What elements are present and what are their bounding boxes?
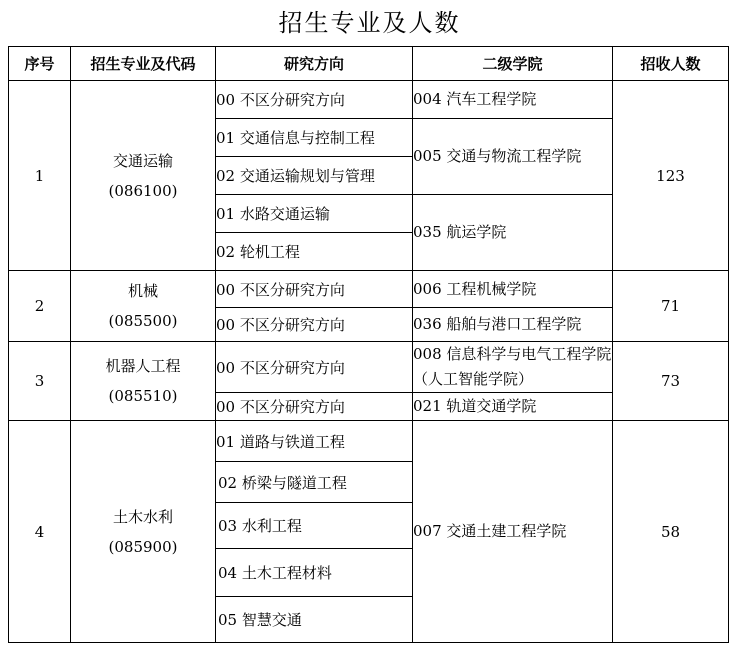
header-college: 二级学院 xyxy=(413,47,613,81)
table-row xyxy=(9,342,729,393)
table-row xyxy=(9,271,729,308)
college-cell: 036 船舶与港口工程学院 xyxy=(413,308,613,342)
row-number: 3 xyxy=(9,342,71,421)
major-name: 交通运输 xyxy=(112,151,173,170)
major-cell xyxy=(71,342,216,421)
direction-cell: 00 不区分研究方向 xyxy=(216,271,413,308)
count-cell: 73 xyxy=(613,342,729,421)
major-name: 机械 xyxy=(127,282,158,300)
major-name: 机器人工程 xyxy=(105,357,181,375)
major-cell xyxy=(71,421,216,643)
major-name: 土木水利 xyxy=(112,507,173,526)
direction-cell: 03 水利工程 xyxy=(216,503,413,549)
major-cell xyxy=(71,81,216,271)
direction-cell: 00 不区分研究方向 xyxy=(216,393,413,421)
major-code: (085510) xyxy=(108,387,178,405)
page-title: 招生专业及人数 xyxy=(278,9,461,37)
row-number: 1 xyxy=(9,81,71,271)
direction-cell: 04 土木工程材料 xyxy=(216,549,413,597)
direction-cell: 01 水路交通运输 xyxy=(216,195,413,233)
major-code: (085900) xyxy=(108,537,178,556)
major-cell xyxy=(71,271,216,342)
header-count: 招收人数 xyxy=(613,47,729,81)
college-cell: 007 交通土建工程学院 xyxy=(413,421,613,643)
count-cell: 58 xyxy=(613,421,729,643)
college-cell: 021 轨道交通学院 xyxy=(413,393,613,421)
direction-cell: 01 交通信息与控制工程 xyxy=(216,119,413,157)
row-number: 2 xyxy=(9,271,71,342)
major-code: (085500) xyxy=(108,312,178,330)
direction-cell: 02 交通运输规划与管理 xyxy=(216,157,413,195)
header-major: 招生专业及代码 xyxy=(71,47,216,81)
table-header-row xyxy=(9,47,729,81)
college-cell: 008 信息科学与电气工程学院（人工智能学院） xyxy=(413,342,613,393)
college-cell: 006 工程机械学院 xyxy=(413,271,613,308)
count-cell: 71 xyxy=(613,271,729,342)
direction-cell: 00 不区分研究方向 xyxy=(216,342,413,393)
table-row xyxy=(9,421,729,462)
major-code: (086100) xyxy=(108,181,178,200)
header-direction: 研究方向 xyxy=(216,47,413,81)
row-number: 4 xyxy=(9,421,71,643)
direction-cell: 02 轮机工程 xyxy=(216,233,413,271)
direction-cell: 00 不区分研究方向 xyxy=(216,308,413,342)
college-cell: 005 交通与物流工程学院 xyxy=(413,119,613,195)
direction-cell: 02 桥梁与隧道工程 xyxy=(216,462,413,503)
college-cell: 035 航运学院 xyxy=(413,195,613,271)
table-row xyxy=(9,81,729,119)
direction-cell: 05 智慧交通 xyxy=(216,597,413,643)
direction-cell: 01 道路与铁道工程 xyxy=(216,421,413,462)
college-cell: 004 汽车工程学院 xyxy=(413,81,613,119)
direction-cell: 00 不区分研究方向 xyxy=(216,81,413,119)
admissions-table xyxy=(8,46,729,643)
count-cell: 123 xyxy=(613,81,729,271)
header-num: 序号 xyxy=(9,47,71,81)
